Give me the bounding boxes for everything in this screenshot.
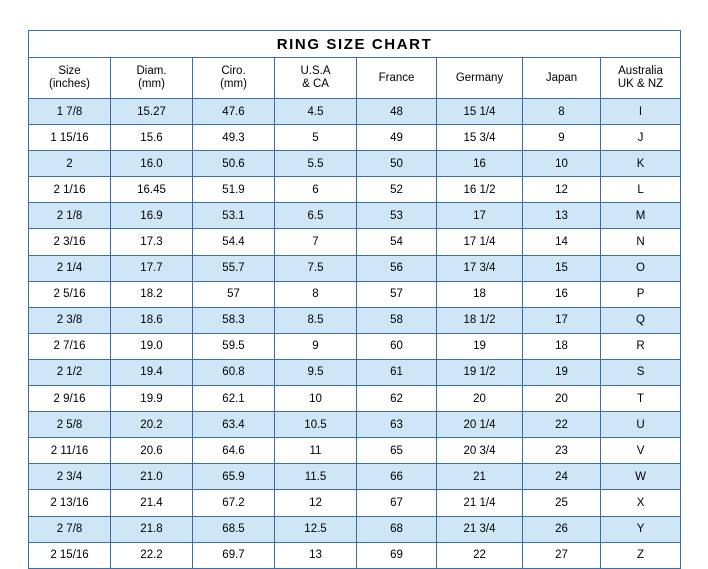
table-cell: 62 xyxy=(357,386,437,412)
table-row xyxy=(29,412,681,438)
table-cell: Y xyxy=(601,516,681,542)
table-cell: 54 xyxy=(357,229,437,255)
table-cell: 1 7/8 xyxy=(29,99,111,125)
table-cell: 2 1/4 xyxy=(29,255,111,281)
table-cell: 19.4 xyxy=(111,359,193,385)
table-cell: 18 1/2 xyxy=(437,307,523,333)
table-cell: 19 xyxy=(523,359,601,385)
table-cell: 18.6 xyxy=(111,307,193,333)
table-cell: 8.5 xyxy=(275,307,357,333)
table-cell: 17.7 xyxy=(111,255,193,281)
table-cell: 54.4 xyxy=(193,229,275,255)
table-cell: 7 xyxy=(275,229,357,255)
table-cell: 10 xyxy=(275,386,357,412)
table-cell: N xyxy=(601,229,681,255)
table-cell: 58 xyxy=(357,307,437,333)
table-cell: 2 5/8 xyxy=(29,412,111,438)
table-cell: 22 xyxy=(523,412,601,438)
table-cell: 12 xyxy=(275,490,357,516)
table-cell: 2 5/16 xyxy=(29,281,111,307)
table-cell: 49 xyxy=(357,125,437,151)
column-header xyxy=(357,58,437,99)
table-cell: 15 3/4 xyxy=(437,125,523,151)
table-cell: 19.0 xyxy=(111,333,193,359)
table-cell: 2 9/16 xyxy=(29,386,111,412)
table-cell: 20 1/4 xyxy=(437,412,523,438)
table-cell: 2 3/4 xyxy=(29,464,111,490)
table-cell: 63 xyxy=(357,412,437,438)
table-row xyxy=(29,255,681,281)
table-cell: 9.5 xyxy=(275,359,357,385)
table-cell: 2 3/8 xyxy=(29,307,111,333)
table-cell: 5.5 xyxy=(275,151,357,177)
column-header-line1: France xyxy=(378,71,415,84)
table-cell: K xyxy=(601,151,681,177)
table-cell: 22 xyxy=(437,542,523,568)
table-cell: 21.8 xyxy=(111,516,193,542)
column-header xyxy=(523,58,601,99)
table-cell: 67.2 xyxy=(193,490,275,516)
table-cell: 52 xyxy=(357,177,437,203)
table-cell: 17 xyxy=(437,203,523,229)
table-cell: 2 3/16 xyxy=(29,229,111,255)
table-cell: 2 1/2 xyxy=(29,359,111,385)
table-cell: 7.5 xyxy=(275,255,357,281)
table-cell: 11 xyxy=(275,438,357,464)
table-cell: 4.5 xyxy=(275,99,357,125)
table-cell: 62.1 xyxy=(193,386,275,412)
table-row xyxy=(29,99,681,125)
table-cell: 21 3/4 xyxy=(437,516,523,542)
table-row xyxy=(29,151,681,177)
table-cell: 9 xyxy=(275,333,357,359)
table-cell: X xyxy=(601,490,681,516)
table-row xyxy=(29,177,681,203)
table-row xyxy=(29,464,681,490)
column-header xyxy=(193,58,275,99)
column-header xyxy=(29,58,111,99)
table-cell: 19 1/2 xyxy=(437,359,523,385)
table-row xyxy=(29,281,681,307)
table-cell: R xyxy=(601,333,681,359)
column-header-line1: Germany xyxy=(455,71,504,84)
table-cell: J xyxy=(601,125,681,151)
table-cell: T xyxy=(601,386,681,412)
table-cell: 20 3/4 xyxy=(437,438,523,464)
column-header-line1: Australia xyxy=(618,65,663,77)
column-header-line2: (mm) xyxy=(138,78,165,90)
table-cell: 15.6 xyxy=(111,125,193,151)
table-cell: 20.2 xyxy=(111,412,193,438)
table-cell: W xyxy=(601,464,681,490)
ring-size-chart-container xyxy=(28,30,680,569)
table-cell: Q xyxy=(601,307,681,333)
table-cell: 55.7 xyxy=(193,255,275,281)
table-cell: 21.0 xyxy=(111,464,193,490)
table-cell: 10.5 xyxy=(275,412,357,438)
table-cell: 57 xyxy=(193,281,275,307)
table-cell: 16.45 xyxy=(111,177,193,203)
table-cell: 59.5 xyxy=(193,333,275,359)
table-cell: 12.5 xyxy=(275,516,357,542)
table-row xyxy=(29,333,681,359)
table-cell: 47.6 xyxy=(193,99,275,125)
table-cell: 18 xyxy=(437,281,523,307)
table-cell: 68.5 xyxy=(193,516,275,542)
table-cell: 2 1/16 xyxy=(29,177,111,203)
table-cell: 2 11/16 xyxy=(29,438,111,464)
column-header-line2: & CA xyxy=(302,78,329,90)
table-cell: 16.0 xyxy=(111,151,193,177)
table-cell: 8 xyxy=(523,99,601,125)
table-cell: M xyxy=(601,203,681,229)
table-cell: 21 xyxy=(437,464,523,490)
table-cell: P xyxy=(601,281,681,307)
table-cell: S xyxy=(601,359,681,385)
table-row xyxy=(29,125,681,151)
table-cell: 64.6 xyxy=(193,438,275,464)
table-cell: 2 xyxy=(29,151,111,177)
table-cell: 61 xyxy=(357,359,437,385)
table-cell: 16 1/2 xyxy=(437,177,523,203)
table-cell: 69.7 xyxy=(193,542,275,568)
column-header xyxy=(111,58,193,99)
table-cell: 16.9 xyxy=(111,203,193,229)
table-cell: 19.9 xyxy=(111,386,193,412)
table-cell: 6 xyxy=(275,177,357,203)
table-cell: L xyxy=(601,177,681,203)
table-cell: 17 1/4 xyxy=(437,229,523,255)
table-cell: 2 7/16 xyxy=(29,333,111,359)
table-cell: 2 13/16 xyxy=(29,490,111,516)
column-header-line1: Diam. xyxy=(136,65,167,77)
column-header xyxy=(437,58,523,99)
table-cell: O xyxy=(601,255,681,281)
table-row xyxy=(29,386,681,412)
table-cell: 60 xyxy=(357,333,437,359)
table-cell: 58.3 xyxy=(193,307,275,333)
table-cell: 24 xyxy=(523,464,601,490)
table-cell: I xyxy=(601,99,681,125)
column-header-line1: Japan xyxy=(545,71,578,84)
table-cell: 15 1/4 xyxy=(437,99,523,125)
table-row xyxy=(29,438,681,464)
table-cell: 20 xyxy=(523,386,601,412)
table-cell: 5 xyxy=(275,125,357,151)
table-cell: 48 xyxy=(357,99,437,125)
table-row xyxy=(29,229,681,255)
table-cell: 14 xyxy=(523,229,601,255)
table-cell: 53 xyxy=(357,203,437,229)
table-cell: 16 xyxy=(523,281,601,307)
column-header-line1: U.S.A xyxy=(300,65,331,77)
table-cell: Z xyxy=(601,542,681,568)
table-cell: 49.3 xyxy=(193,125,275,151)
table-cell: 16 xyxy=(437,151,523,177)
table-cell: 15 xyxy=(523,255,601,281)
table-cell: 13 xyxy=(523,203,601,229)
table-cell: 26 xyxy=(523,516,601,542)
ring-size-chart-table xyxy=(28,30,681,569)
table-cell: U xyxy=(601,412,681,438)
table-row xyxy=(29,490,681,516)
table-row xyxy=(29,359,681,385)
table-cell: 27 xyxy=(523,542,601,568)
table-cell: 51.9 xyxy=(193,177,275,203)
table-cell: 17 xyxy=(523,307,601,333)
column-header xyxy=(275,58,357,99)
table-cell: 65.9 xyxy=(193,464,275,490)
column-header-line2: (mm) xyxy=(220,78,247,90)
table-cell: 68 xyxy=(357,516,437,542)
table-cell: 67 xyxy=(357,490,437,516)
table-cell: 2 1/8 xyxy=(29,203,111,229)
table-cell: 12 xyxy=(523,177,601,203)
table-cell: 8 xyxy=(275,281,357,307)
chart-title-row xyxy=(29,31,681,58)
table-cell: 2 15/16 xyxy=(29,542,111,568)
table-cell: 17 3/4 xyxy=(437,255,523,281)
table-cell: 20.6 xyxy=(111,438,193,464)
table-row xyxy=(29,203,681,229)
chart-title: RING SIZE CHART xyxy=(29,31,681,58)
column-header-line2: (inches) xyxy=(49,78,90,90)
table-cell: 9 xyxy=(523,125,601,151)
table-cell: 21 1/4 xyxy=(437,490,523,516)
table-cell: 65 xyxy=(357,438,437,464)
table-row xyxy=(29,516,681,542)
table-cell: V xyxy=(601,438,681,464)
table-cell: 2 7/8 xyxy=(29,516,111,542)
chart-header-row xyxy=(29,58,681,99)
table-cell: 19 xyxy=(437,333,523,359)
column-header-line2: UK & NZ xyxy=(617,78,664,90)
table-cell: 1 15/16 xyxy=(29,125,111,151)
table-cell: 63.4 xyxy=(193,412,275,438)
table-row xyxy=(29,307,681,333)
table-cell: 50 xyxy=(357,151,437,177)
table-cell: 53.1 xyxy=(193,203,275,229)
table-cell: 66 xyxy=(357,464,437,490)
table-cell: 17.3 xyxy=(111,229,193,255)
column-header xyxy=(601,58,681,99)
table-cell: 22.2 xyxy=(111,542,193,568)
table-cell: 11.5 xyxy=(275,464,357,490)
table-cell: 18.2 xyxy=(111,281,193,307)
table-row xyxy=(29,542,681,568)
table-cell: 50.6 xyxy=(193,151,275,177)
table-cell: 60.8 xyxy=(193,359,275,385)
table-cell: 25 xyxy=(523,490,601,516)
table-cell: 69 xyxy=(357,542,437,568)
table-cell: 20 xyxy=(437,386,523,412)
table-cell: 18 xyxy=(523,333,601,359)
table-cell: 15.27 xyxy=(111,99,193,125)
table-cell: 23 xyxy=(523,438,601,464)
table-cell: 57 xyxy=(357,281,437,307)
table-cell: 6.5 xyxy=(275,203,357,229)
column-header-line1: Ciro. xyxy=(221,65,246,77)
table-cell: 10 xyxy=(523,151,601,177)
table-cell: 21.4 xyxy=(111,490,193,516)
table-cell: 13 xyxy=(275,542,357,568)
table-cell: 56 xyxy=(357,255,437,281)
column-header-line1: Size xyxy=(58,65,81,77)
